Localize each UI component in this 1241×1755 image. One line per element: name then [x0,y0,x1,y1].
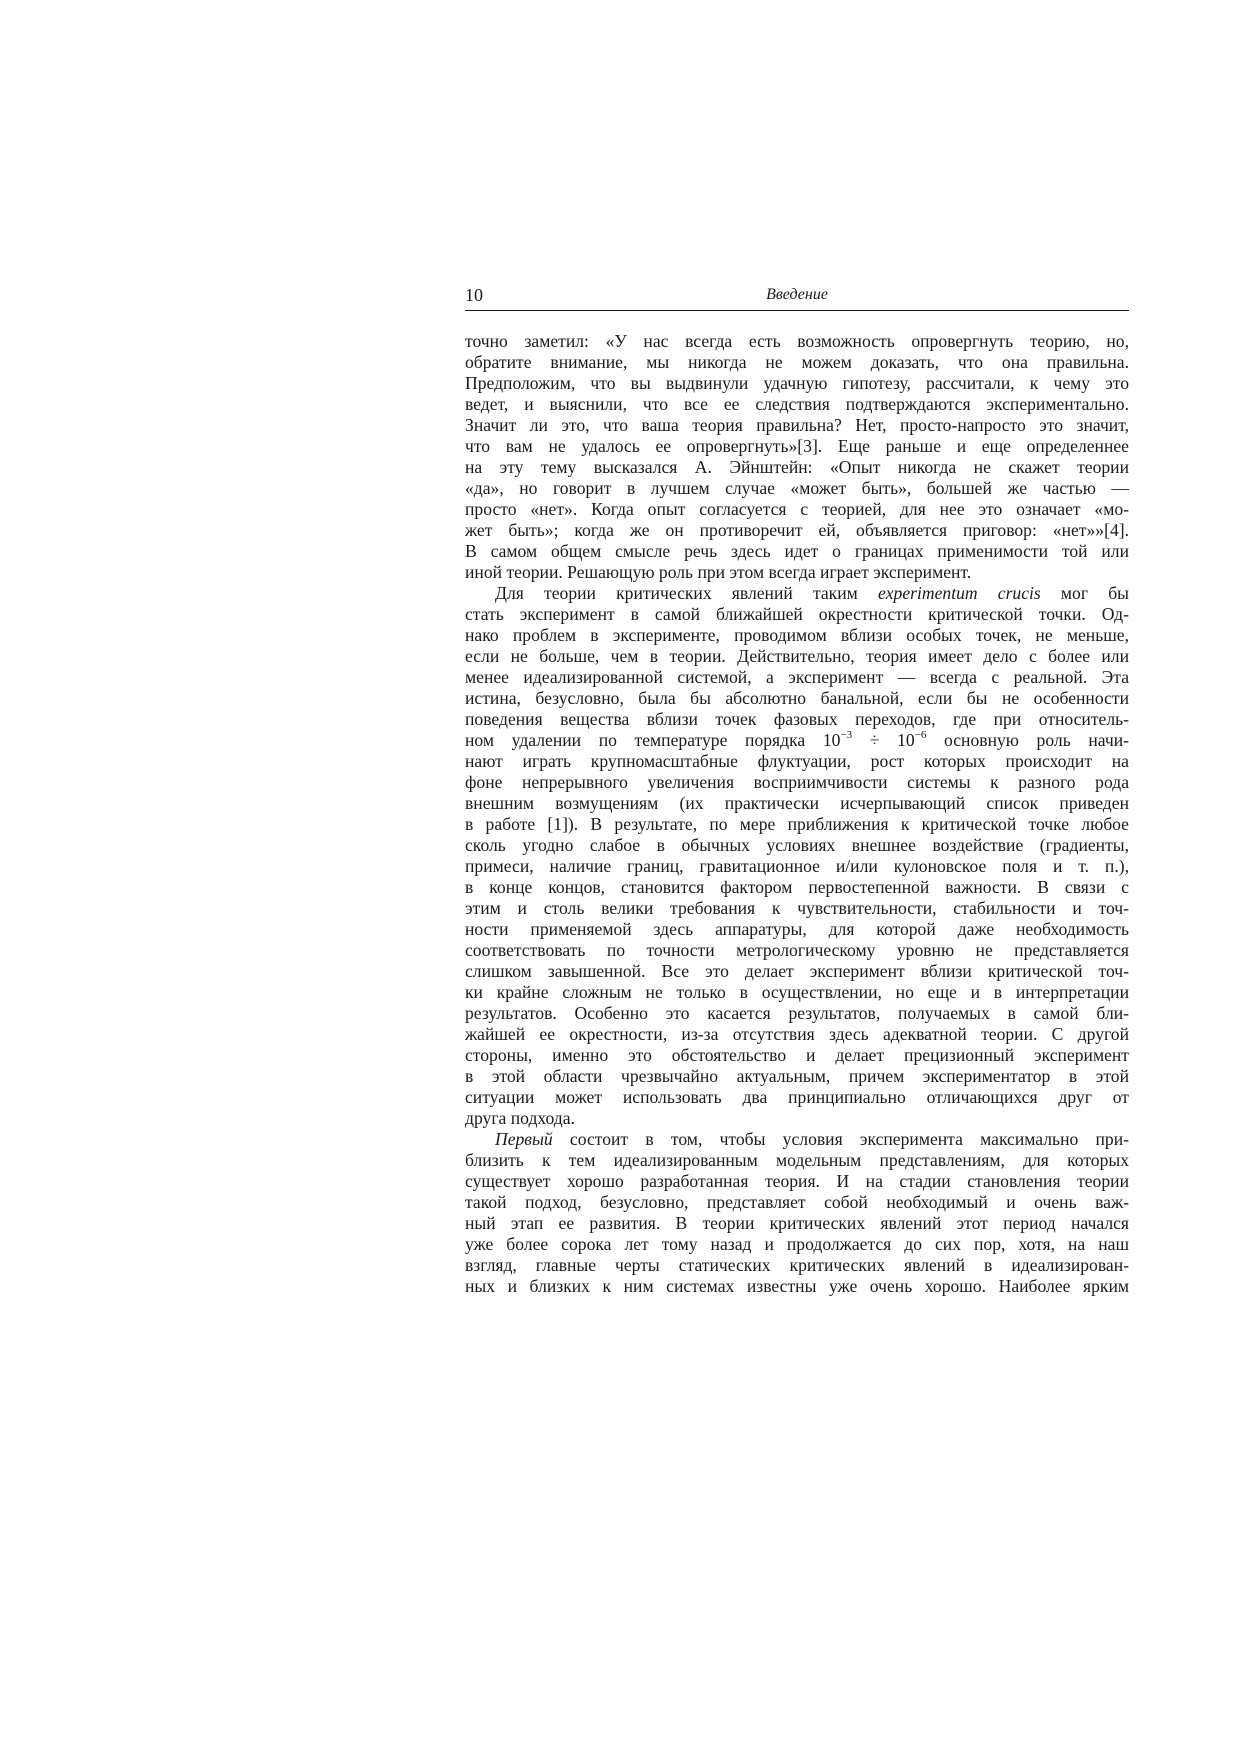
page-header [465,284,1129,311]
text-line: нако проблем в эксперименте, проводимом вблизи особых точек, не меньше, [465,625,1129,645]
text-line: если не больше, чем в теории. Действительно, теория имеет дело с более или [465,646,1129,666]
formula-operator: ÷ [852,730,898,750]
text-line: друга подхода. [465,1108,575,1128]
page-number: 10 [465,285,483,305]
text-line: взгляд, главные черты статических критических явлений в идеализирован- [465,1255,1129,1275]
text-line: стать эксперимент в самой ближайшей окрестности критической точки. Од- [465,604,1129,624]
text-line: в конце концов, становится фактором первостепенной важности. В связи с [465,877,1129,897]
text-line: жет быть»; когда же он противоречит ей, объявляется приговор: «нет»»[4]. [465,520,1129,540]
text-line [465,583,1129,604]
text-line: ных и близких к ним системах известны уже очень хорошо. Наиболее ярким [465,1276,1129,1296]
formula-base: 10 [822,730,841,750]
text-line: менее идеализированной системой, а эксперимент — всегда с реальной. Эта [465,667,1129,687]
text-line: Значит ли это, что ваша теория правильна? Нет, просто-напросто это значит, [465,415,1129,435]
body-text [465,331,1129,1297]
text-line [465,730,1129,751]
text-line: иной теории. Решающую роль при этом всегда играет эксперимент. [465,562,972,582]
paragraph-1 [465,331,1129,583]
text-line: сколь угодно слабое в обычных условиях внешнее воздействие (градиенты, [465,835,1129,855]
text-line: соответствовать по точности метрологическому уровню не представляется [465,940,1129,960]
text-line: на эту тему высказался А. Эйнштейн: «Опыт никогда не скажет теории [465,457,1129,477]
text-line: жайшей ее окрестности, из-за отсутствия здесь адекватной теории. С другой [465,1024,1129,1044]
text-line [465,1129,1129,1150]
text-line: обратите внимание, мы никогда не можем доказать, что она правильна. [465,352,1129,372]
text-line: ки крайне сложным не только в осуществлении, но еще и в интерпретации [465,982,1129,1002]
formula [823,730,927,750]
text-line: ности применяемой здесь аппаратуры, для которой даже необходимость [465,919,1129,939]
text-line: В самом общем смысле речь здесь идет о границах применимости той или [465,541,1129,561]
running-head: Введение [766,286,828,303]
text-span: состоит в том, чтобы условия эксперимента максимально при- [552,1129,1129,1149]
text-line: такой подход, безусловно, представляет собой необходимый и очень важ- [465,1192,1129,1212]
text-line: ный этап ее развития. В теории критических явлений этот период начался [465,1213,1129,1233]
formula-exponent: −6 [914,729,927,741]
text-line: истина, безусловно, была бы абсолютно банальной, если бы не особенности [465,688,1129,708]
text-line: близить к тем идеализированным модельным представлениям, для которых [465,1150,1129,1170]
text-line: поведения вещества вблизи точек фазовых переходов, где при относитель- [465,709,1129,729]
text-line: просто «нет». Когда опыт согласуется с теорией, для нее это означает «мо- [465,499,1129,519]
paragraph-2 [465,583,1129,1129]
text-span: ном удалении по температуре порядка [465,730,823,750]
text-line: в работе [1]). В результате, по мере приближения к критической точке любое [465,814,1129,834]
text-line: нают играть крупномасштабные флуктуации, рост которых происходит на [465,751,1129,771]
text-line: примеси, наличие границ, гравитационное и/или кулоновское поля и т. п.), [465,856,1129,876]
text-line: уже более сорока лет тому назад и продолжается до сих пор, хотя, на наш [465,1234,1129,1254]
text-span: основную роль начи- [926,730,1129,750]
text-line: что вам не удалось ее опровергнуть»[3]. Еще раньше и еще определеннее [465,436,1129,456]
italic-term: Первый [495,1129,553,1149]
text-line: в этой области чрезвычайно актуальным, причем экспериментатор в этой [465,1066,1129,1086]
text-line: Предположим, что вы выдвинули удачную гипотезу, рассчитали, к чему это [465,373,1129,393]
text-line: точно заметил: «У нас всегда есть возможность опровергнуть теорию, но, [465,331,1129,351]
text-line: результатов. Особенно это касается результатов, получаемых в самой бли- [465,1003,1129,1023]
text-span: Для теории критических явлений таким [495,583,878,603]
text-line: слишком завышенной. Все это делает эксперимент вблизи критической точ- [465,961,1129,981]
formula-base: 10 [897,730,915,750]
text-line: внешним возмущениям (их практически исчерпывающий список приведен [465,793,1129,813]
text-line: этим и столь велики требования к чувствительности, стабильности и точ- [465,898,1129,918]
formula-exponent: −3 [840,729,853,741]
paragraph-3 [465,1129,1129,1297]
text-line: существует хорошо разработанная теория. И на стадии становления теории [465,1171,1129,1191]
text-span: мог бы [1040,583,1130,603]
italic-term: experimentum crucis [877,583,1041,603]
text-line: ситуации может использовать два принципиально отличающихся друг от [465,1087,1129,1107]
text-line: фоне непрерывного увеличения восприимчивости системы к разного рода [465,772,1129,792]
text-line: ведет, и выяснили, что все ее следствия подтверждаются экспериментально. [465,394,1129,414]
text-line: стороны, именно это обстоятельство и делает прецизионный эксперимент [465,1045,1129,1065]
text-line: «да», но говорит в лучшем случае «может быть», большей же частью — [465,478,1129,498]
